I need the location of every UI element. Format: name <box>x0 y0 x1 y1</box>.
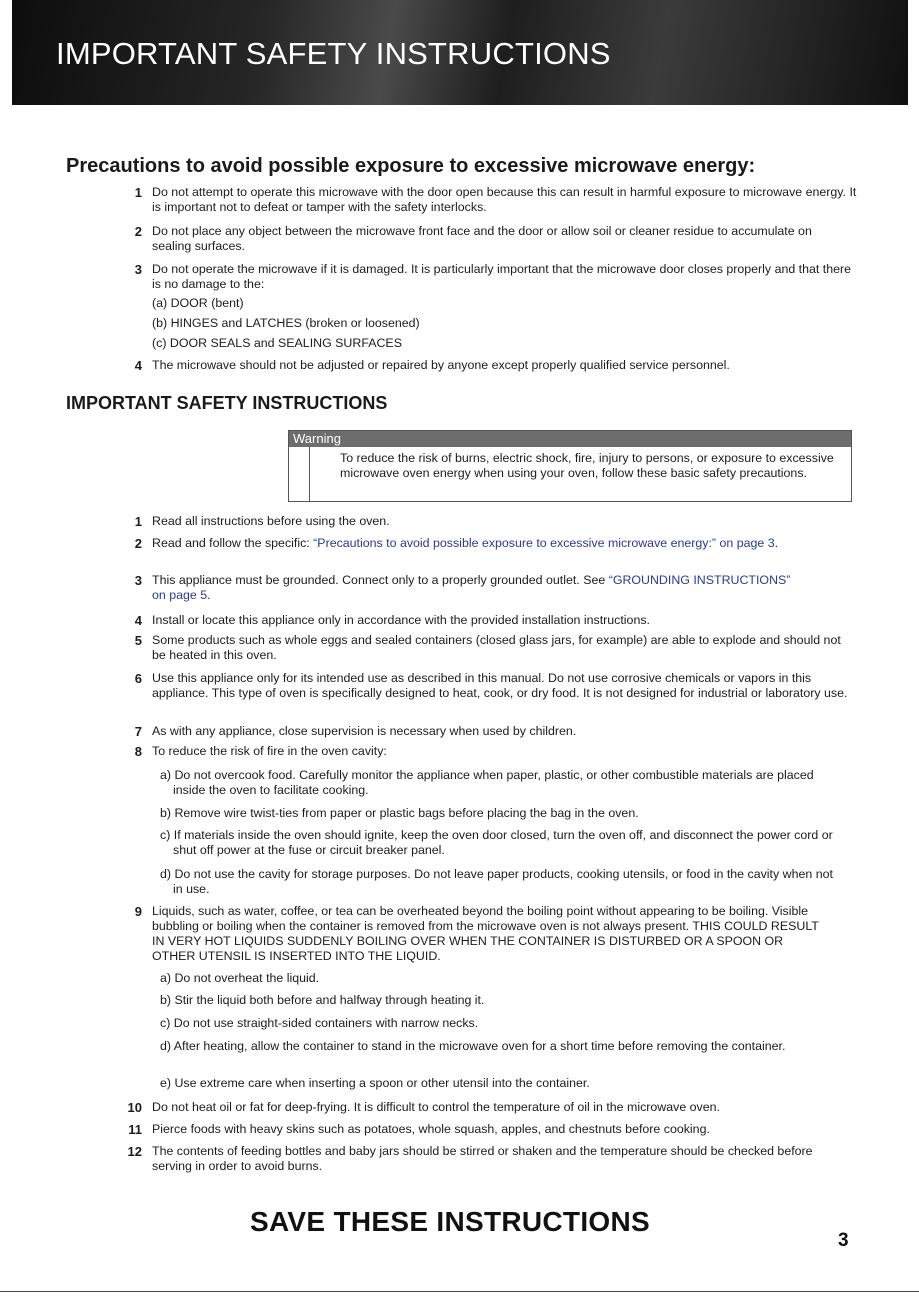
item-number: 12 <box>127 1144 142 1159</box>
item-number: 7 <box>134 724 142 739</box>
item-text: Do not attempt to operate this microwave with the door open because this can result in harmful exposure to microwave energy. It is important not to defeat or tamper with the safety interlocks. <box>152 185 857 214</box>
warning-divider <box>309 447 310 501</box>
safety-item-9-sub-b: b) Stir the liquid both before and halfway through heating it. <box>160 993 485 1007</box>
safety-item-8-sub-a: a) Do not overcook food. Carefully monitor the appliance when paper, plastic, or other combustible materials are placed inside the oven to facilitate cooking. <box>160 768 814 797</box>
item-text: Pierce foods with heavy skins such as potatoes, whole squash, apples, and chestnuts before cooking. <box>152 1122 710 1136</box>
safety-item-8-sub-b: b) Remove wire twist-ties from paper or plastic bags before placing the bag in the oven. <box>160 806 639 820</box>
bottom-rule <box>0 1291 919 1292</box>
item-number: 2 <box>134 224 142 239</box>
warning-text: To reduce the risk of burns, electric shock, fire, injury to persons, or exposure to excessive microwave oven energy when using your oven, follow these basic safety precautions. <box>340 451 834 480</box>
item-number: 4 <box>134 358 142 373</box>
precaution-subitem-a: (a) DOOR (bent) <box>152 296 244 310</box>
precaution-subitem-c: (c) DOOR SEALS and SEALING SURFACES <box>152 336 402 350</box>
item-text: Install or locate this appliance only in accordance with the provided installation instructions. <box>152 613 650 627</box>
item-text: Do not heat oil or fat for deep-frying. It is difficult to control the temperature of oil in the microwave oven. <box>152 1100 720 1114</box>
page-number: 3 <box>838 1230 849 1251</box>
item-text: Read all instructions before using the oven. <box>152 514 390 528</box>
item-number: 9 <box>134 904 142 919</box>
cross-reference-link[interactable]: “GROUNDING INSTRUCTIONS” on page 5 <box>152 573 791 602</box>
safety-item-9-sub-a: a) Do not overheat the liquid. <box>160 971 320 985</box>
item-text: This appliance must be grounded. Connect only to a properly grounded outlet. See <box>152 573 609 587</box>
item-number: 8 <box>134 744 142 759</box>
item-text: Read and follow the specific: <box>152 536 314 550</box>
warning-box <box>288 430 852 502</box>
cross-reference-link[interactable]: “Precautions to avoid possible exposure to excessive microwave energy:” on page 3 <box>313 536 775 550</box>
page-title: IMPORTANT SAFETY INSTRUCTIONS <box>56 36 611 71</box>
item-text: Do not place any object between the microwave front face and the door or allow soil or cleaner residue to accumulate on sealing surfaces. <box>152 224 812 253</box>
item-number: 2 <box>134 536 142 551</box>
item-number: 11 <box>128 1122 142 1137</box>
item-number: 1 <box>134 185 142 200</box>
header-banner <box>12 0 908 105</box>
item-text: Liquids, such as water, coffee, or tea can be overheated beyond the boiling point without appearing to be boiling. Visible bubbling or boiling when the container is removed from the microwave oven is not always present. THIS COULD RESULT IN VERY HOT LIQUIDS SUDDENLY BOILING OVER WHEN THE CONTAINER IS DISTURBED OR A SPOON OR OTHER UTENSIL IS INSERTED INTO THE LIQUID. <box>152 904 819 963</box>
item-number: 3 <box>134 262 142 277</box>
safety-item-8-sub-d: d) Do not use the cavity for storage purposes. Do not leave paper products, cooking utensils, or food in the cavity when not in use. <box>160 867 833 896</box>
item-text: To reduce the risk of fire in the oven cavity: <box>152 744 387 758</box>
safety-item-8-sub-c: c) If materials inside the oven should ignite, keep the oven door closed, turn the oven off, and disconnect the power cord or shut off power at the fuse or circuit breaker panel. <box>160 828 833 857</box>
item-text: As with any appliance, close supervision is necessary when used by children. <box>152 724 577 738</box>
safety-item-9-sub-d: d) After heating, allow the container to stand in the microwave oven for a short time before removing the container. <box>160 1039 786 1053</box>
item-text: Do not operate the microwave if it is damaged. It is particularly important that the microwave door closes properly and that there is no damage to the: <box>152 262 852 291</box>
safety-item-9-sub-e: e) Use extreme care when inserting a spoon or other utensil into the container. <box>160 1076 590 1090</box>
item-text: The contents of feeding bottles and baby jars should be stirred or shaken and the temperature should be checked before serving in order to avoid burns. <box>152 1144 813 1173</box>
warning-bar <box>289 431 851 447</box>
save-instructions-footer: SAVE THESE INSTRUCTIONS <box>250 1206 650 1237</box>
item-text-end: . <box>207 588 211 602</box>
item-number: 10 <box>127 1100 142 1115</box>
item-number: 6 <box>134 671 142 686</box>
safety-heading: IMPORTANT SAFETY INSTRUCTIONS <box>66 393 388 413</box>
item-number: 1 <box>134 514 142 529</box>
warning-label: Warning <box>293 431 341 446</box>
item-number: 3 <box>134 573 142 588</box>
precaution-subitem-b: (b) HINGES and LATCHES (broken or loosened) <box>152 316 420 330</box>
item-text: The microwave should not be adjusted or repaired by anyone except properly qualified service personnel. <box>152 358 730 372</box>
safety-item-9-sub-c: c) Do not use straight-sided containers with narrow necks. <box>160 1016 479 1030</box>
item-text: Some products such as whole eggs and sealed containers (closed glass jars, for example) are able to explode and should not be heated in this oven. <box>152 633 841 662</box>
item-text: Use this appliance only for its intended use as described in this manual. Do not use corrosive chemicals or vapors in this appliance. This type of oven is specifically designed to heat, cook, or dry food. It is not designed for industrial or laboratory use. <box>152 671 848 700</box>
precautions-heading: Precautions to avoid possible exposure to excessive microwave energy: <box>66 155 756 177</box>
item-number: 4 <box>134 613 142 628</box>
item-number: 5 <box>134 633 142 648</box>
item-text-end: . <box>774 536 779 550</box>
